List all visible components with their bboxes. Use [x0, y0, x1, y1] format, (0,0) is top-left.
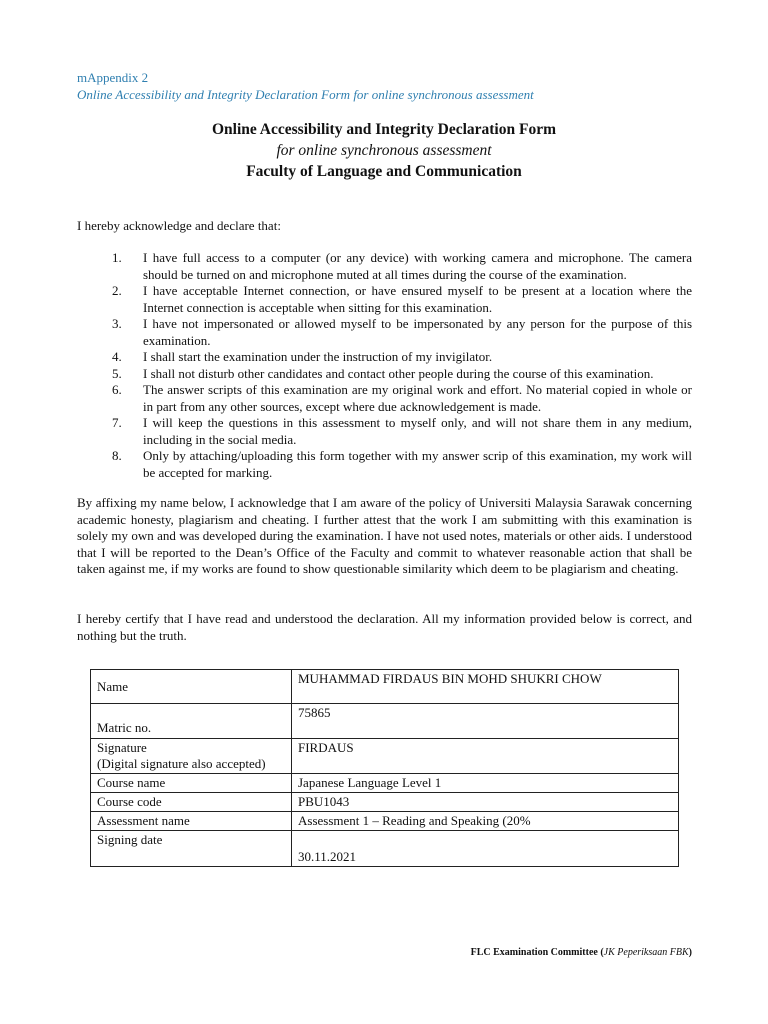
signature-value: FIRDAUS	[292, 739, 679, 774]
form-title: Online Accessibility and Integrity Declaration Form	[212, 121, 556, 138]
table-row	[91, 704, 679, 739]
declaration-item: 3. I have not impersonated or allowed myself to be impersonated by any person for the purpose of this examination.	[112, 316, 692, 348]
signing-date-label: Signing date	[91, 831, 292, 867]
appendix-label: mAppendix 2	[77, 70, 149, 85]
course-code-value: PBU1043	[292, 793, 679, 812]
table-row	[91, 831, 679, 867]
form-subtitle: for online synchronous assessment	[276, 142, 492, 159]
appendix-heading	[77, 69, 534, 103]
name-label: Name	[91, 670, 292, 704]
signature-note: (Digital signature also accepted)	[97, 756, 266, 771]
declaration-intro: I hereby acknowledge and declare that:	[77, 218, 281, 233]
declaration-item: 1. I have full access to a computer (or any device) with working camera and microphone. The camera should be turned on and microphone muted at all times during the course of the examination.	[112, 250, 692, 282]
table-row	[91, 793, 679, 812]
assessment-name-label: Assessment name	[91, 812, 292, 831]
declaration-item: 8. Only by attaching/uploading this form together with my answer scrip of this examination, my work will be accepted for marking.	[112, 448, 692, 480]
matric-label: Matric no.	[91, 704, 292, 739]
faculty-name: Faculty of Language and Communication	[246, 163, 522, 180]
footer-committee-malay: JK Peperiksaan FBK	[603, 947, 689, 958]
declaration-item: 7. I will keep the questions in this assessment to myself only, and will not share them in any medium, including in the social media.	[112, 415, 692, 447]
form-title-block	[0, 119, 768, 182]
matric-value: 75865	[292, 704, 679, 739]
appendix-subtitle: Online Accessibility and Integrity Declaration Form for online synchronous assessment	[77, 87, 534, 102]
declaration-item: 5. I shall not disturb other candidates and contact other people during the course of this examination.	[112, 365, 654, 381]
declaration-item: 6. The answer scripts of this examination are my original work and effort. No material copied in whole or in part from any other sources, except where due acknowledgement is made.	[112, 382, 692, 414]
course-code-label: Course code	[91, 793, 292, 812]
table-row	[91, 670, 679, 704]
table-row	[91, 774, 679, 793]
signature-label-cell	[91, 739, 292, 774]
course-name-label: Course name	[91, 774, 292, 793]
declaration-item: 2. I have acceptable Internet connection, or have ensured myself to be present at a location where the Internet connection is acceptable when sitting for this examination.	[112, 283, 692, 315]
name-value: MUHAMMAD FIRDAUS BIN MOHD SHUKRI CHOW	[292, 670, 679, 704]
footer-committee: FLC Examination Committee (JK Peperiksaan FBK)	[470, 947, 692, 958]
course-name-value: Japanese Language Level 1	[292, 774, 679, 793]
student-info-table	[90, 669, 679, 867]
assessment-name-value: Assessment 1 – Reading and Speaking (20%	[292, 812, 679, 831]
acknowledgement-paragraph: By affixing my name below, I acknowledge that I am aware of the policy of Universiti Malaysia Sarawak concerning academic honesty, plagiarism and cheating. I further attest that the work I am submitting with this examination is solely my own and was developed during the examination. I have not used notes, materials or other aids. I understood that I will be reported to the Dean’s Office of the Faculty and commit to whatever reasonable action that shall be taken against me, if my works are found to show questionable similarity which deem to be plagiarism and cheating.	[77, 495, 692, 576]
table-row	[91, 812, 679, 831]
signing-date-value: 30.11.2021	[292, 831, 679, 867]
declaration-item: 4. I shall start the examination under the instruction of my invigilator.	[112, 349, 493, 364]
table-row	[91, 739, 679, 774]
declaration-list	[108, 250, 692, 481]
signature-label: Signature	[97, 740, 147, 755]
certification-paragraph: I hereby certify that I have read and understood the declaration. All my information provided below is correct, and nothing but the truth.	[77, 611, 692, 643]
